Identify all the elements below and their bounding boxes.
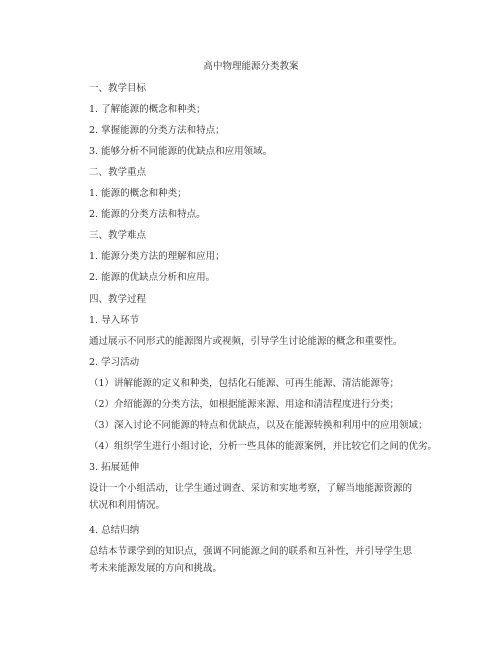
difficulty-item-1: 1. 能源分类方法的理解和应用； bbox=[89, 251, 225, 262]
activity-item-1: （1）讲解能源的定义和种类，包括化石能源、可再生能源、清洁能源等； bbox=[89, 378, 400, 389]
difficulty-item-2: 2. 能源的优缺点分析和应用。 bbox=[89, 272, 216, 283]
key-point-item-2: 2. 能源的分类方法和特点。 bbox=[89, 209, 206, 220]
process-step-text-1: 通过展示不同形式的能源图片或视频，引导学生讨论能源的概念和重要性。 bbox=[89, 336, 403, 347]
section-heading-key-points: 二、教学重点 bbox=[89, 167, 147, 178]
process-step-heading-2: 2. 学习活动 bbox=[89, 357, 140, 368]
activity-item-2: （2）介绍能源的分类方法，如根据能源来源、用途和清洁程度进行分类； bbox=[89, 399, 400, 410]
objective-item-3: 3. 能够分析不同能源的优缺点和应用领域。 bbox=[89, 146, 273, 157]
section-heading-difficulties: 三、教学难点 bbox=[89, 230, 147, 241]
key-point-item-1: 1. 能源的概念和种类； bbox=[89, 188, 187, 199]
document-title: 高中物理能源分类教案 bbox=[203, 61, 299, 72]
objective-item-1: 1. 了解能源的概念和种类； bbox=[89, 104, 206, 115]
process-step-text-4: 总结本节课学到的知识点，强调不同能源之间的联系和互补性，并引导学生思考未来能源发展的方向和挑战。 bbox=[89, 546, 413, 574]
objective-item-2: 2. 掌握能源的分类方法和特点； bbox=[89, 125, 225, 136]
process-step-heading-3: 3. 拓展延伸 bbox=[89, 462, 140, 473]
section-heading-objectives: 一、教学目标 bbox=[89, 83, 147, 94]
process-step-heading-1: 1. 导入环节 bbox=[89, 315, 140, 326]
activity-item-3: （3）深入讨论不同能源的特点和优缺点，以及在能源转换和利用中的应用领域； bbox=[89, 420, 428, 431]
process-step-text-3: 设计一个小组活动，让学生通过调查、采访和实地考察，了解当地能源资源的状况和利用情况。 bbox=[89, 483, 413, 511]
process-step-heading-4: 4. 总结归纳 bbox=[89, 525, 140, 536]
activity-item-4: （4）组织学生进行小组讨论，分析一些具体的能源案例，并比较它们之间的优劣。 bbox=[89, 441, 438, 452]
section-heading-process: 四、教学过程 bbox=[89, 294, 147, 305]
